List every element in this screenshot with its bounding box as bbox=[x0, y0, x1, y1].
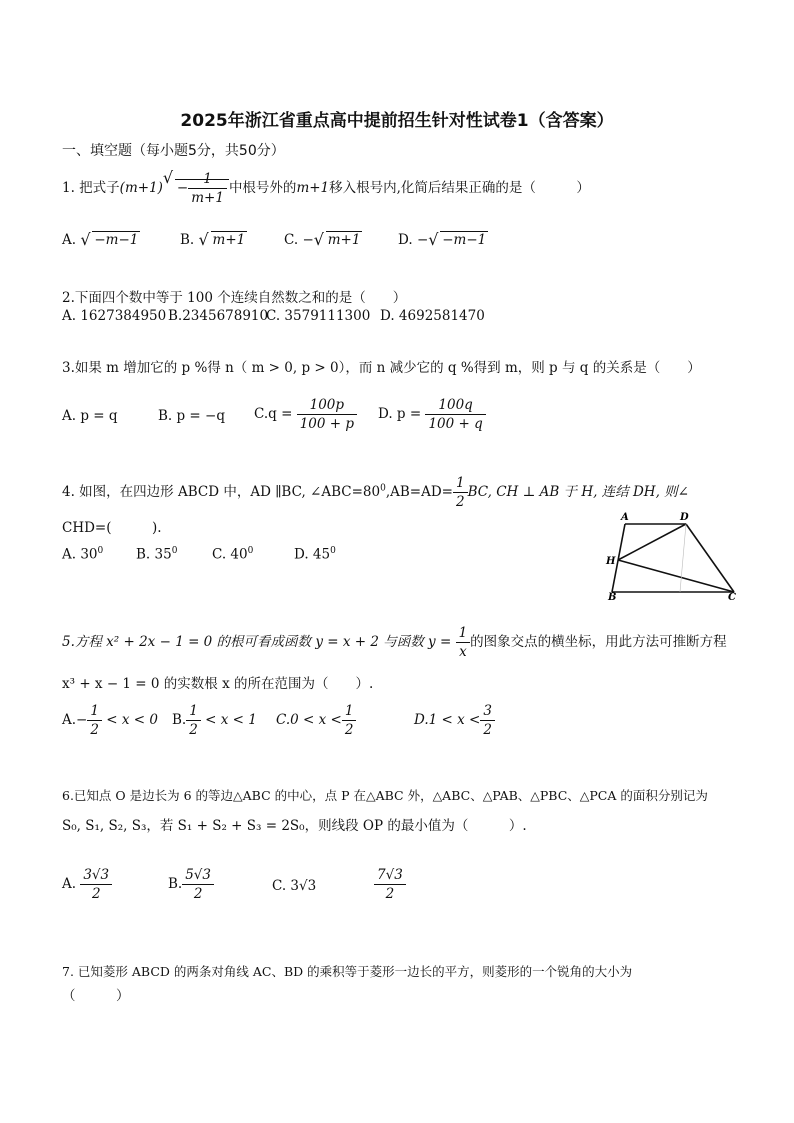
q6-option-c[interactable]: C. 3√3 bbox=[272, 878, 317, 894]
q6-option-d[interactable]: $\frac{7√3}{2}$ bbox=[374, 866, 406, 903]
question-5-cont: x³ + x − 1 = 0 的实数根 x 的所在范围为（ ）. bbox=[62, 676, 374, 692]
vertex-label-h: H bbox=[606, 556, 616, 567]
question-7: 7. 已知菱形 ABCD 的两条对角线 AC、BD 的乘积等于菱形一边长的平方，则菱形的一个锐角的大小为 bbox=[62, 964, 633, 979]
q5-option-a[interactable]: A.− $\frac{1}{2}$ < x < 0 bbox=[62, 703, 158, 738]
q1-text2: 移入根号内,化简后结果正确的是（ ） bbox=[329, 180, 590, 196]
q2-option-b[interactable]: B.2345678910 bbox=[168, 308, 269, 324]
question-4-cont: CHD=( ). bbox=[62, 520, 162, 536]
question-7-cont: （ ） bbox=[62, 988, 130, 1004]
q2-option-d[interactable]: D. 4692581470 bbox=[380, 308, 485, 324]
vertex-label-c: C bbox=[728, 592, 736, 602]
question-3: 3.如果 m 增加它的 p %得 n（ m > 0, p > 0），而 n 减少它的 q %得到 m，则 p 与 q 的关系是（ ） bbox=[62, 360, 701, 376]
q3-option-a[interactable]: A. p = q bbox=[62, 408, 118, 424]
q1-option-a[interactable]: A. √ −m−1 bbox=[62, 232, 140, 248]
q1-option-b[interactable]: B. √ m+1 bbox=[180, 232, 247, 248]
q2-option-c[interactable]: C. 3579111300 bbox=[266, 308, 371, 324]
question-4: 4. 如图，在四边形 ABCD 中，AD ∥BC, $\angle ABC=80^0,AB=AD=$ $\frac{1}{2}$ BC, CH ⊥ AB 于 H, 连结 DH, 则∠ bbox=[62, 475, 689, 510]
q6-option-b[interactable]: B. $\frac{5√3}{2}$ bbox=[168, 866, 214, 903]
q2-option-a[interactable]: A. 1627384950 bbox=[62, 308, 167, 324]
q1-radical: √ − $\frac{1}{m+1}$ bbox=[163, 170, 229, 207]
q1-prefix: 1. 把式子 bbox=[62, 180, 120, 196]
q5-option-c[interactable]: C.0 < x < $\frac{1}{2}$ bbox=[276, 702, 356, 739]
q5-option-b[interactable]: B. $\frac{1}{2}$ < x < 1 bbox=[172, 703, 257, 738]
vertex-label-a: A bbox=[621, 512, 629, 523]
q4-option-b[interactable]: B. $35^0$ bbox=[136, 546, 178, 563]
q4-option-a[interactable]: A. $30^0$ bbox=[62, 546, 104, 563]
section-heading: 一、填空题（每小题5分，共50分） bbox=[62, 143, 285, 159]
question-5: 5.方程 x² + 2x − 1 = 0 的根可看成函数 y = x + 2 与函数 y = $\frac{1}{x}$ 的图象交点的横坐标，用此方法可推断方程 bbox=[62, 625, 727, 660]
q3-option-d[interactable]: D. p = $\frac{100q}{100 + q}$ bbox=[378, 396, 486, 433]
q1-text: 中根号外的 bbox=[228, 180, 297, 196]
q1-frac-den: m+1 bbox=[191, 190, 224, 206]
question-2: 2.下面四个数中等于 100 个连续自然数之和的是（ ） bbox=[62, 290, 407, 306]
q1-option-d[interactable]: D. −√ −m−1 bbox=[398, 232, 488, 248]
q5-option-d[interactable]: D.1 < x < $\frac{3}{2}$ bbox=[414, 702, 495, 739]
question-6: 6.已知点 O 是边长为 6 的等边△ABC 的中心，点 P 在△ABC 外，△ABC、△PAB、△PBC、△PCA 的面积分别记为 bbox=[62, 788, 708, 803]
q1-mterm: m+1 bbox=[296, 180, 330, 196]
q4-option-d[interactable]: D. $45^0$ bbox=[294, 546, 336, 563]
quadrilateral-figure bbox=[600, 510, 750, 602]
q6-option-a[interactable]: A. $\frac{3√3}{2}$ bbox=[62, 866, 112, 903]
q3-option-b[interactable]: B. p = −q bbox=[158, 408, 225, 424]
q4-option-c[interactable]: C. $40^0$ bbox=[212, 546, 254, 563]
q3-option-c[interactable]: C.q = $\frac{100p}{100 + p}$ bbox=[254, 396, 357, 433]
vertex-label-d: D bbox=[680, 512, 689, 523]
vertex-label-b: B bbox=[608, 592, 617, 602]
q1-option-c[interactable]: C. −√ m+1 bbox=[284, 232, 362, 248]
question-1 bbox=[62, 170, 590, 207]
q1-frac-num: 1 bbox=[188, 170, 227, 189]
question-6-cont: S₀, S₁, S₂, S₃，若 S₁ + S₂ + S₃ = 2S₀，则线段 OP 的最小值为（ ）. bbox=[62, 818, 527, 834]
page-title: 2025年浙江省重点高中提前招生针对性试卷1（含答案） bbox=[180, 111, 614, 131]
q1-coefficient: (m+1) bbox=[119, 180, 163, 196]
